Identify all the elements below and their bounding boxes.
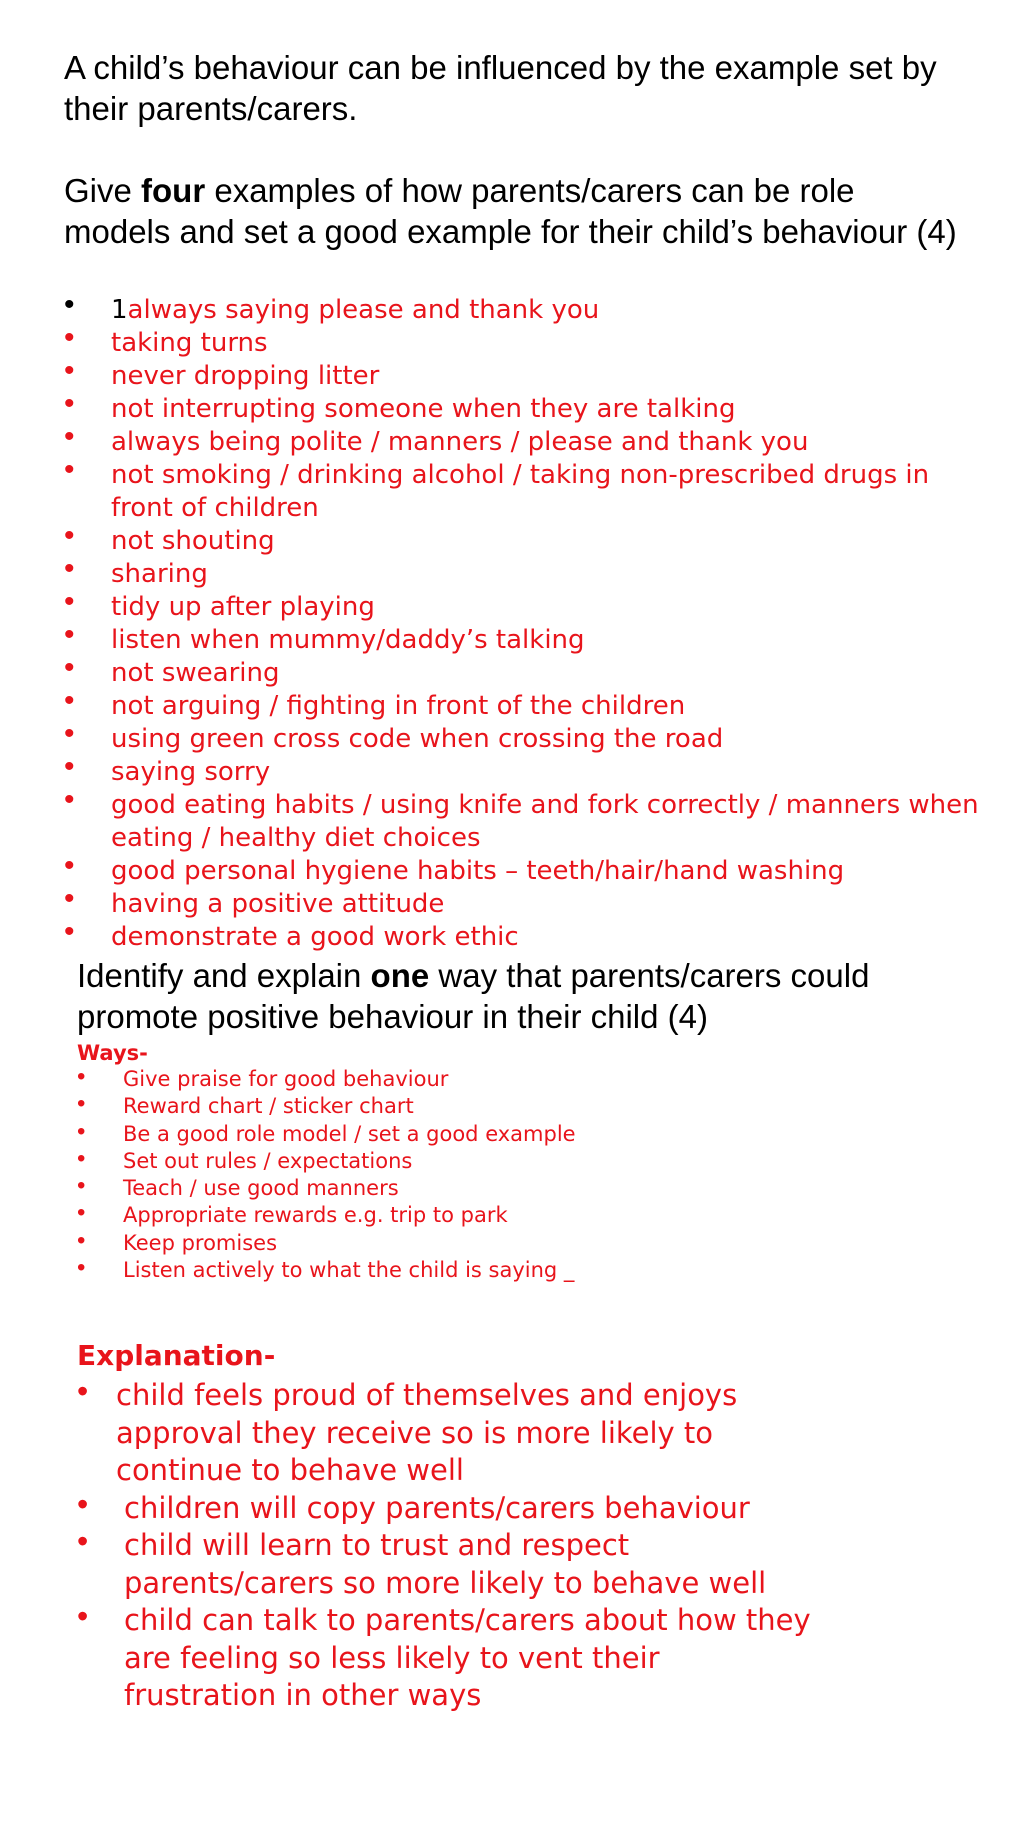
question-2-prompt-emphasis: one xyxy=(370,957,430,994)
bullet-icon: • xyxy=(77,1090,86,1118)
bullet-icon: • xyxy=(64,684,75,717)
way-item xyxy=(77,1063,877,1093)
bullet-icon: • xyxy=(77,1144,86,1172)
bullet-icon: • xyxy=(77,1226,86,1254)
answer-text: saying sorry xyxy=(111,757,271,787)
bullet-icon: • xyxy=(64,717,75,750)
way-text: Reward chart / sticker chart xyxy=(123,1094,414,1119)
answer-item xyxy=(64,321,984,359)
explanation-heading: Explanation- xyxy=(77,1339,276,1372)
question-1-prompt-emphasis: four xyxy=(141,172,206,209)
way-text: Listen actively to what the child is saying _ xyxy=(123,1258,575,1283)
bullet-icon: • xyxy=(64,354,75,387)
question-1-intro xyxy=(64,47,964,129)
question-1-prompt-start: Give xyxy=(64,172,142,209)
question-1-answer-list xyxy=(64,288,984,953)
ways-heading: Ways- xyxy=(77,1041,148,1065)
answer-item xyxy=(64,354,984,392)
answer-text: not arguing / fighting in front of the children xyxy=(111,691,686,721)
bullet-icon: • xyxy=(64,750,75,783)
answer-item xyxy=(64,651,984,689)
answer-text: using green cross code when crossing the road xyxy=(111,724,724,754)
bullet-icon: • xyxy=(77,1063,86,1090)
bullet-icon: • xyxy=(77,1373,89,1409)
explanation-item xyxy=(77,1598,817,1715)
way-text: Give praise for good behaviour xyxy=(123,1067,449,1091)
bullet-icon: • xyxy=(64,420,75,453)
answer-item xyxy=(64,849,984,887)
bullet-icon: • xyxy=(77,1254,86,1282)
question-1-intro-text: A child’s behaviour can be influenced by the example set by their parents/carers. xyxy=(64,49,937,127)
explanation-text: child feels proud of themselves and enjoys approval they receive so is more likely to continue to behave well xyxy=(116,1378,738,1487)
bullet-icon: • xyxy=(64,387,75,420)
bullet-icon: • xyxy=(77,1199,86,1227)
item-number: 1 xyxy=(111,295,128,325)
answer-text: always being polite / manners / please and thank you xyxy=(111,427,809,457)
question-1-prompt xyxy=(64,170,964,252)
bullet-icon: • xyxy=(64,453,75,486)
bullet-icon: • xyxy=(64,585,75,618)
question-2-prompt-start: Identify and explain xyxy=(77,957,371,994)
bullet-icon: • xyxy=(64,552,75,585)
answer-item xyxy=(64,684,984,722)
answer-text: tidy up after playing xyxy=(111,592,375,622)
explanation-item xyxy=(77,1523,817,1602)
answer-item xyxy=(64,618,984,656)
way-text: Appropriate rewards e.g. trip to park xyxy=(123,1203,508,1228)
way-text: Keep promises xyxy=(123,1230,278,1255)
bullet-icon: • xyxy=(64,783,75,816)
explanation-list xyxy=(77,1373,817,1715)
bullet-icon: • xyxy=(77,1117,86,1145)
question-2-prompt xyxy=(77,955,977,1037)
bullet-icon: • xyxy=(64,915,75,948)
answer-item xyxy=(64,585,984,623)
bullet-icon: • xyxy=(77,1598,89,1634)
answer-text: not shouting xyxy=(111,526,275,556)
answer-item xyxy=(64,882,984,920)
explanation-text: children will copy parents/carers behaviour xyxy=(124,1490,750,1525)
bullet-icon: • xyxy=(64,882,75,915)
answer-text: not interrupting someone when they are talking xyxy=(111,394,736,424)
answer-text: having a positive attitude xyxy=(111,889,445,919)
bullet-icon: • xyxy=(64,849,75,882)
question-2-prompt-end: way that parents/carers could promote positive behaviour in their child (4) xyxy=(77,957,870,1035)
bullet-icon: • xyxy=(64,618,75,651)
way-item xyxy=(77,1090,877,1120)
way-item xyxy=(77,1172,877,1202)
bullet-icon: • xyxy=(77,1172,86,1200)
answer-item xyxy=(64,519,984,557)
bullet-icon: • xyxy=(64,651,75,684)
bullet-icon: • xyxy=(64,519,75,552)
way-item xyxy=(77,1199,877,1229)
way-item xyxy=(77,1117,877,1148)
answer-item xyxy=(64,420,984,458)
answer-text: never dropping litter xyxy=(111,361,380,391)
answer-item xyxy=(64,387,984,425)
answer-item xyxy=(64,783,984,854)
way-item xyxy=(77,1226,877,1257)
answer-text: taking turns xyxy=(111,328,268,358)
way-text: Set out rules / expectations xyxy=(123,1148,413,1173)
way-text: Be a good role model / set a good example xyxy=(123,1121,576,1146)
explanation-item xyxy=(77,1485,817,1528)
explanation-text: child will learn to trust and respect parents/carers so more likely to behave well xyxy=(124,1528,767,1600)
answer-text: listen when mummy/daddy’s talking xyxy=(111,625,585,655)
bullet-icon: • xyxy=(77,1485,89,1522)
answer-text: not smoking / drinking alcohol / taking non-prescribed drugs in front of children xyxy=(111,460,930,523)
answer-item xyxy=(64,915,984,953)
question-1-prompt-end: examples of how parents/carers can be role models and set a good example for their child’s behaviour (4) xyxy=(64,172,957,250)
way-text: Teach / use good manners xyxy=(123,1176,399,1201)
answer-text: demonstrate a good work ethic xyxy=(111,922,519,952)
explanation-item xyxy=(77,1373,817,1490)
answer-item xyxy=(64,552,984,590)
answer-text: good personal hygiene habits – teeth/hair/hand washing xyxy=(111,856,845,886)
bullet-icon: • xyxy=(77,1523,89,1559)
bullet-icon: • xyxy=(64,288,75,321)
ways-list xyxy=(77,1063,877,1284)
answer-text: always saying please and thank you xyxy=(127,295,600,325)
way-item xyxy=(77,1144,877,1175)
answer-text: good eating habits / using knife and fork correctly / manners when eating / healthy diet choices xyxy=(111,790,979,853)
way-item xyxy=(77,1254,877,1284)
answer-item xyxy=(64,288,984,326)
answer-text: not swearing xyxy=(111,658,280,688)
answer-text: sharing xyxy=(111,559,208,589)
answer-item xyxy=(64,750,984,788)
explanation-text: child can talk to parents/carers about how they are feeling so less likely to vent their frustration in other ways xyxy=(124,1603,811,1712)
bullet-icon: • xyxy=(64,321,75,354)
answer-item xyxy=(64,717,984,755)
answer-item xyxy=(64,453,984,524)
